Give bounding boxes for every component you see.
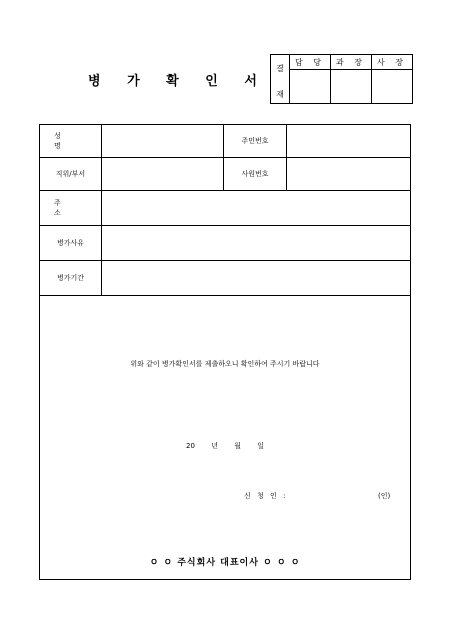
date-day-unit: 일	[257, 442, 264, 450]
reason-field[interactable]	[102, 226, 410, 260]
sick-leave-form	[39, 124, 411, 580]
statement-text: 위와 같이 병가확인서를 제출하오니 확인하여 주시기 바랍니다	[130, 360, 320, 368]
period-label: 병가기간	[40, 261, 102, 295]
address-label: 주 소	[40, 191, 102, 225]
applicant-label: 신 청 인 :	[244, 492, 288, 500]
approval-side-top: 결	[276, 64, 284, 73]
date-month-unit: 월	[234, 442, 241, 450]
period-field[interactable]	[102, 261, 410, 295]
address-field[interactable]	[102, 191, 410, 225]
approval-side-bottom: 재	[276, 90, 284, 99]
approval-header-manager: 과 장	[331, 55, 372, 70]
row-name	[40, 125, 410, 158]
approval-sign-manager[interactable]	[331, 70, 372, 104]
approval-header-staff: 담 당	[290, 55, 331, 70]
seal-mark: (인)	[378, 492, 391, 500]
row-period	[40, 261, 410, 296]
employee-no-label: 사원번호	[223, 158, 287, 190]
resident-no-label: 주민번호	[223, 125, 287, 157]
name-label: 성 명	[40, 125, 102, 157]
row-position	[40, 158, 410, 191]
employee-no-field[interactable]	[287, 158, 410, 190]
date-line	[40, 441, 410, 451]
approval-sign-staff[interactable]	[290, 70, 331, 104]
approval-box	[270, 54, 413, 104]
row-address	[40, 191, 410, 226]
date-year: 20	[186, 442, 195, 450]
name-field[interactable]	[102, 125, 223, 157]
row-reason	[40, 226, 410, 261]
approval-sign-president[interactable]	[372, 70, 413, 104]
position-dept-field[interactable]	[102, 158, 223, 190]
document-title: 병 가 확 인 서	[88, 74, 268, 89]
date-year-unit: 년	[211, 442, 218, 450]
ceo-line: ㅇ ㅇ 주식회사 대표이사 ㅇ ㅇ ㅇ	[149, 558, 301, 568]
approval-header-president: 사 장	[372, 55, 413, 70]
position-dept-label: 직위/부서	[40, 158, 102, 190]
resident-no-field[interactable]	[287, 125, 410, 157]
approval-side-label	[271, 55, 290, 104]
reason-label: 병가사유	[40, 226, 102, 260]
